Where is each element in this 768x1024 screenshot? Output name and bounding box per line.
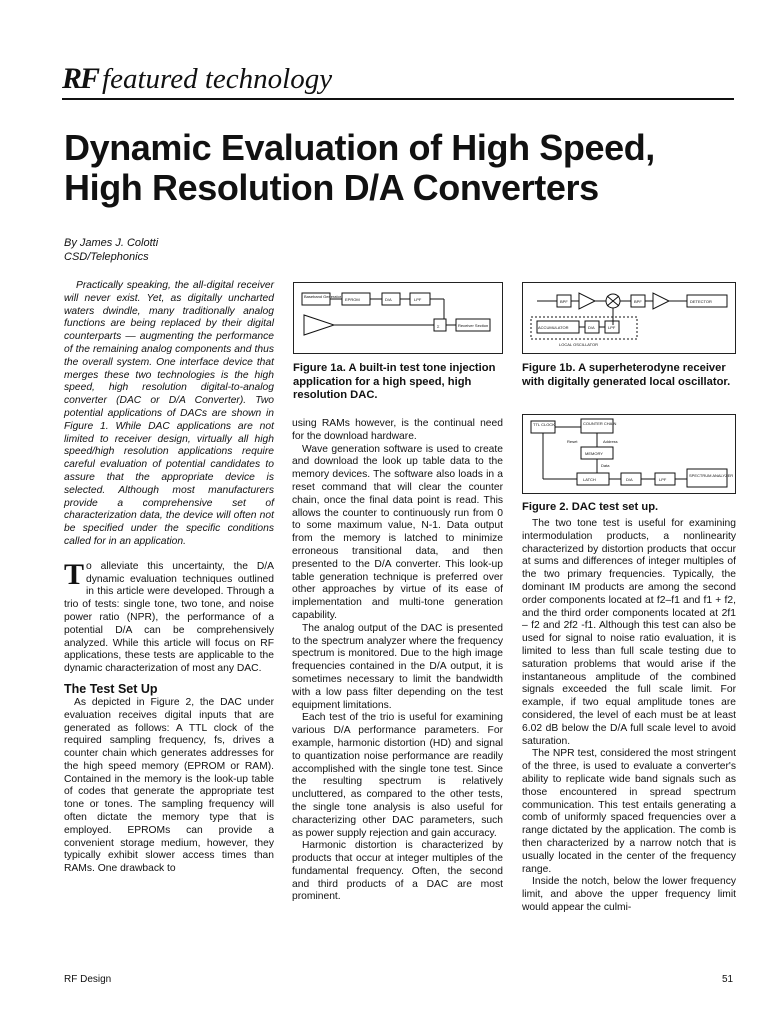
figure-1a-svg xyxy=(294,283,502,353)
page-number: 51 xyxy=(722,974,734,985)
col2-paragraph-2: Wave generation software is used to create and download the look up table data to the memory devices. The software also loads in a reset command that will clear the counter chain, once the final data point is read. This allows the counter to continuously run from 0 to some maximum value, N-1. Data output from the memory is latched to minimize erroneous transitional data, and then presented to the D/A converter. This look-up table generation technique is preferred over other approaches by virtue of its ease of implementation and multi-tone generation capability. xyxy=(292,443,503,621)
opening-paragraph xyxy=(64,557,274,676)
figure-1a-diagram xyxy=(293,282,503,354)
article-title xyxy=(64,128,744,208)
fig1b-label-4: D/A xyxy=(588,325,595,330)
opening-text: o alleviate this uncertainty, the D/A dynamic evaluation techniques outlined in this article were developed. Through a trio of tests: single tone, two tone, and noise power ratio (NPR), the performance of a potential D/A can be comprehensively analyzed. While this article will focus on RF applications, these tests are applicable to the dynamic characterization of most any DAC. xyxy=(64,560,274,675)
fig2-label-7: D/A xyxy=(626,477,633,482)
figure-2-svg xyxy=(523,415,735,493)
col2-paragraph-1: using RAMs however, is the continual need for the download hardware. xyxy=(292,418,503,442)
fig1a-label-3: LPF xyxy=(414,297,422,302)
figure-1a-caption: Figure 1a. A built-in test tone injection application for a high speed, high resolution DAC. xyxy=(293,362,496,401)
drop-cap: T xyxy=(64,557,85,591)
figure-1b-caption: Figure 1b. A superheterodyne receiver with digitally generated local oscillator. xyxy=(522,362,731,388)
fig2-label-9: SPECTRUM ANALYZER xyxy=(689,473,734,478)
fig2-label-8: LPF xyxy=(659,477,667,482)
title-line-2: High Resolution D/A Converters xyxy=(64,167,599,208)
col2-paragraph-5: Harmonic distortion is characterized by products that occur at integer multiples of the fundamental frequency. Often, the second and third products of a DAC are most prominent. xyxy=(292,840,503,903)
affiliation: CSD/Telephonics xyxy=(64,251,149,263)
intro-paragraph: Practically speaking, the all-digital receiver will never exist. Yet, as digitally uncharted waters dwindle, many traditionally analog functions are being replaced by their digital counterparts — augmenting the performance of the remaining analog components and thus the overall system. One interface device that merges these two technologies is the high speed, high resolution digital-to-analog converter (DAC or D/A Converter). Two potential applications of DACs are shown in Figure 1. While DAC applications are not limited to receiver design, virtually all high speed/high resolution applications require careful evaluation of potential candidates to assure that the appropriate device is selected. Although most manufacturers provide a comprehensive set of characterization data, the device will often not be specified under the specific conditions called for in an application. xyxy=(64,280,274,547)
fig2-label-6: LATCH xyxy=(583,477,596,482)
figure-1b-svg xyxy=(523,283,735,353)
fig2-label-5: Data xyxy=(601,463,610,468)
figure-2-caption: Figure 2. DAC test set up. xyxy=(522,501,659,513)
fig1b-label-0: BPF xyxy=(560,299,568,304)
fig1a-label-1: EPROM xyxy=(345,297,360,302)
fig2-label-4: MEMORY xyxy=(585,451,603,456)
col3-paragraph-1: The two tone test is useful for examining intermodulation products, a nonlinearity characterized by distortion products that occur at sums and differences of integer multiples of the two primary frequencies. Typically, the dominant IM products are among the second order components located at f2–f1 and f1 + f2, and the third order components located at 2f1 – f2 and 2f2 -f1. Although this test can also be used for signal to noise ratio evaluation, it is limited to less than full scale testing due to saturation problems that would arise if the instantaneous amplitude of the combined signals exceeded the full scale limit. For example, if two equal amplitude tones are considered, the level of each must be at least 6.02 dB below the D/A full scale level to avoid saturation. xyxy=(522,518,736,747)
fig2-label-2: Reset xyxy=(567,439,578,444)
fig1b-label-5: LPF xyxy=(608,325,616,330)
fig1b-label-1: BPF xyxy=(634,299,642,304)
fig2-label-3: Address xyxy=(603,439,618,444)
section-heading: The Test Set Up xyxy=(64,681,158,696)
fig1a-label-2: D/A xyxy=(385,297,392,302)
rf-logo: RF xyxy=(62,62,99,95)
col3-paragraph-2: The NPR test, considered the most stringent of the three, is used to evaluate a converter's ability to replicate wide band signals such as those encountered in spread spectrum communication. This test entails generating a comb of uniformly spaced frequencies over a range dictated by the application. The comb is then characterized by a narrow notch that is usually located in the center of the frequency range. xyxy=(522,748,736,875)
banner-text: featured technology xyxy=(102,63,333,95)
byline xyxy=(64,236,158,264)
col2-paragraph-3: The analog output of the DAC is presented to the spectrum analyzer where the frequency spectrum is monitored. Due to the high image frequencies contained in the D/A output, it is sometimes necessary to limit the bandwidth with a low pass filter depending on the test equipment limitations. xyxy=(292,622,503,711)
figure-2-diagram xyxy=(522,414,736,494)
title-line-1: Dynamic Evaluation of High Speed, xyxy=(64,127,655,168)
figure-1b-diagram xyxy=(522,282,736,354)
fig1a-label-4: Σ xyxy=(437,324,440,329)
footer-publication: RF Design xyxy=(64,974,112,985)
col2-paragraph-4: Each test of the trio is useful for examining various D/A performance parameters. For example, harmonic distortion (HD) and signal to quantization noise performance are readily accomplished with the single tone test. Since the resulting spectrum is relatively uncluttered, as compared to the other tests, the single tone analysis is also useful for characterizing other DAC parameters, such as power supply rejection and gain accuracy. xyxy=(292,712,503,839)
fig2-label-0: TTL CLOCK xyxy=(533,422,555,427)
fig1a-label-0: Baseband Generator xyxy=(304,294,342,299)
fig2-label-1: COUNTER CHAIN xyxy=(583,421,617,426)
section-banner xyxy=(62,62,734,100)
column-1 xyxy=(64,280,274,876)
col3-paragraph-3: Inside the notch, below the lower frequency limit, and above the upper frequency limit would appear the culmi- xyxy=(522,876,736,913)
fig1a-label-5: Receiver Section xyxy=(458,323,489,328)
fig1b-label-3: ACCUMULATOR xyxy=(538,325,569,330)
column-3 xyxy=(522,518,736,915)
section-paragraph: As depicted in Figure 2, the DAC under evaluation receives digital inputs that are generated as follows: A TTL clock of the required sampling frequency, fs, drives a counter chain which generates addresses for the high speed memory (EPROM or RAM). Contained in the memory is the look-up table of codes that generate the appropriate test tone or tones. The sampling frequency will often dictate the memory type that is employed. EPROMs can provide a convenient storage medium, however, they typically exhibit slower access times than RAMs. One drawback to xyxy=(64,696,274,875)
author: By James J. Colotti xyxy=(64,237,159,249)
fig1b-note: LOCAL OSCILLATOR xyxy=(559,342,599,347)
fig1b-label-2: DETECTOR xyxy=(690,299,712,304)
column-2 xyxy=(292,418,503,904)
